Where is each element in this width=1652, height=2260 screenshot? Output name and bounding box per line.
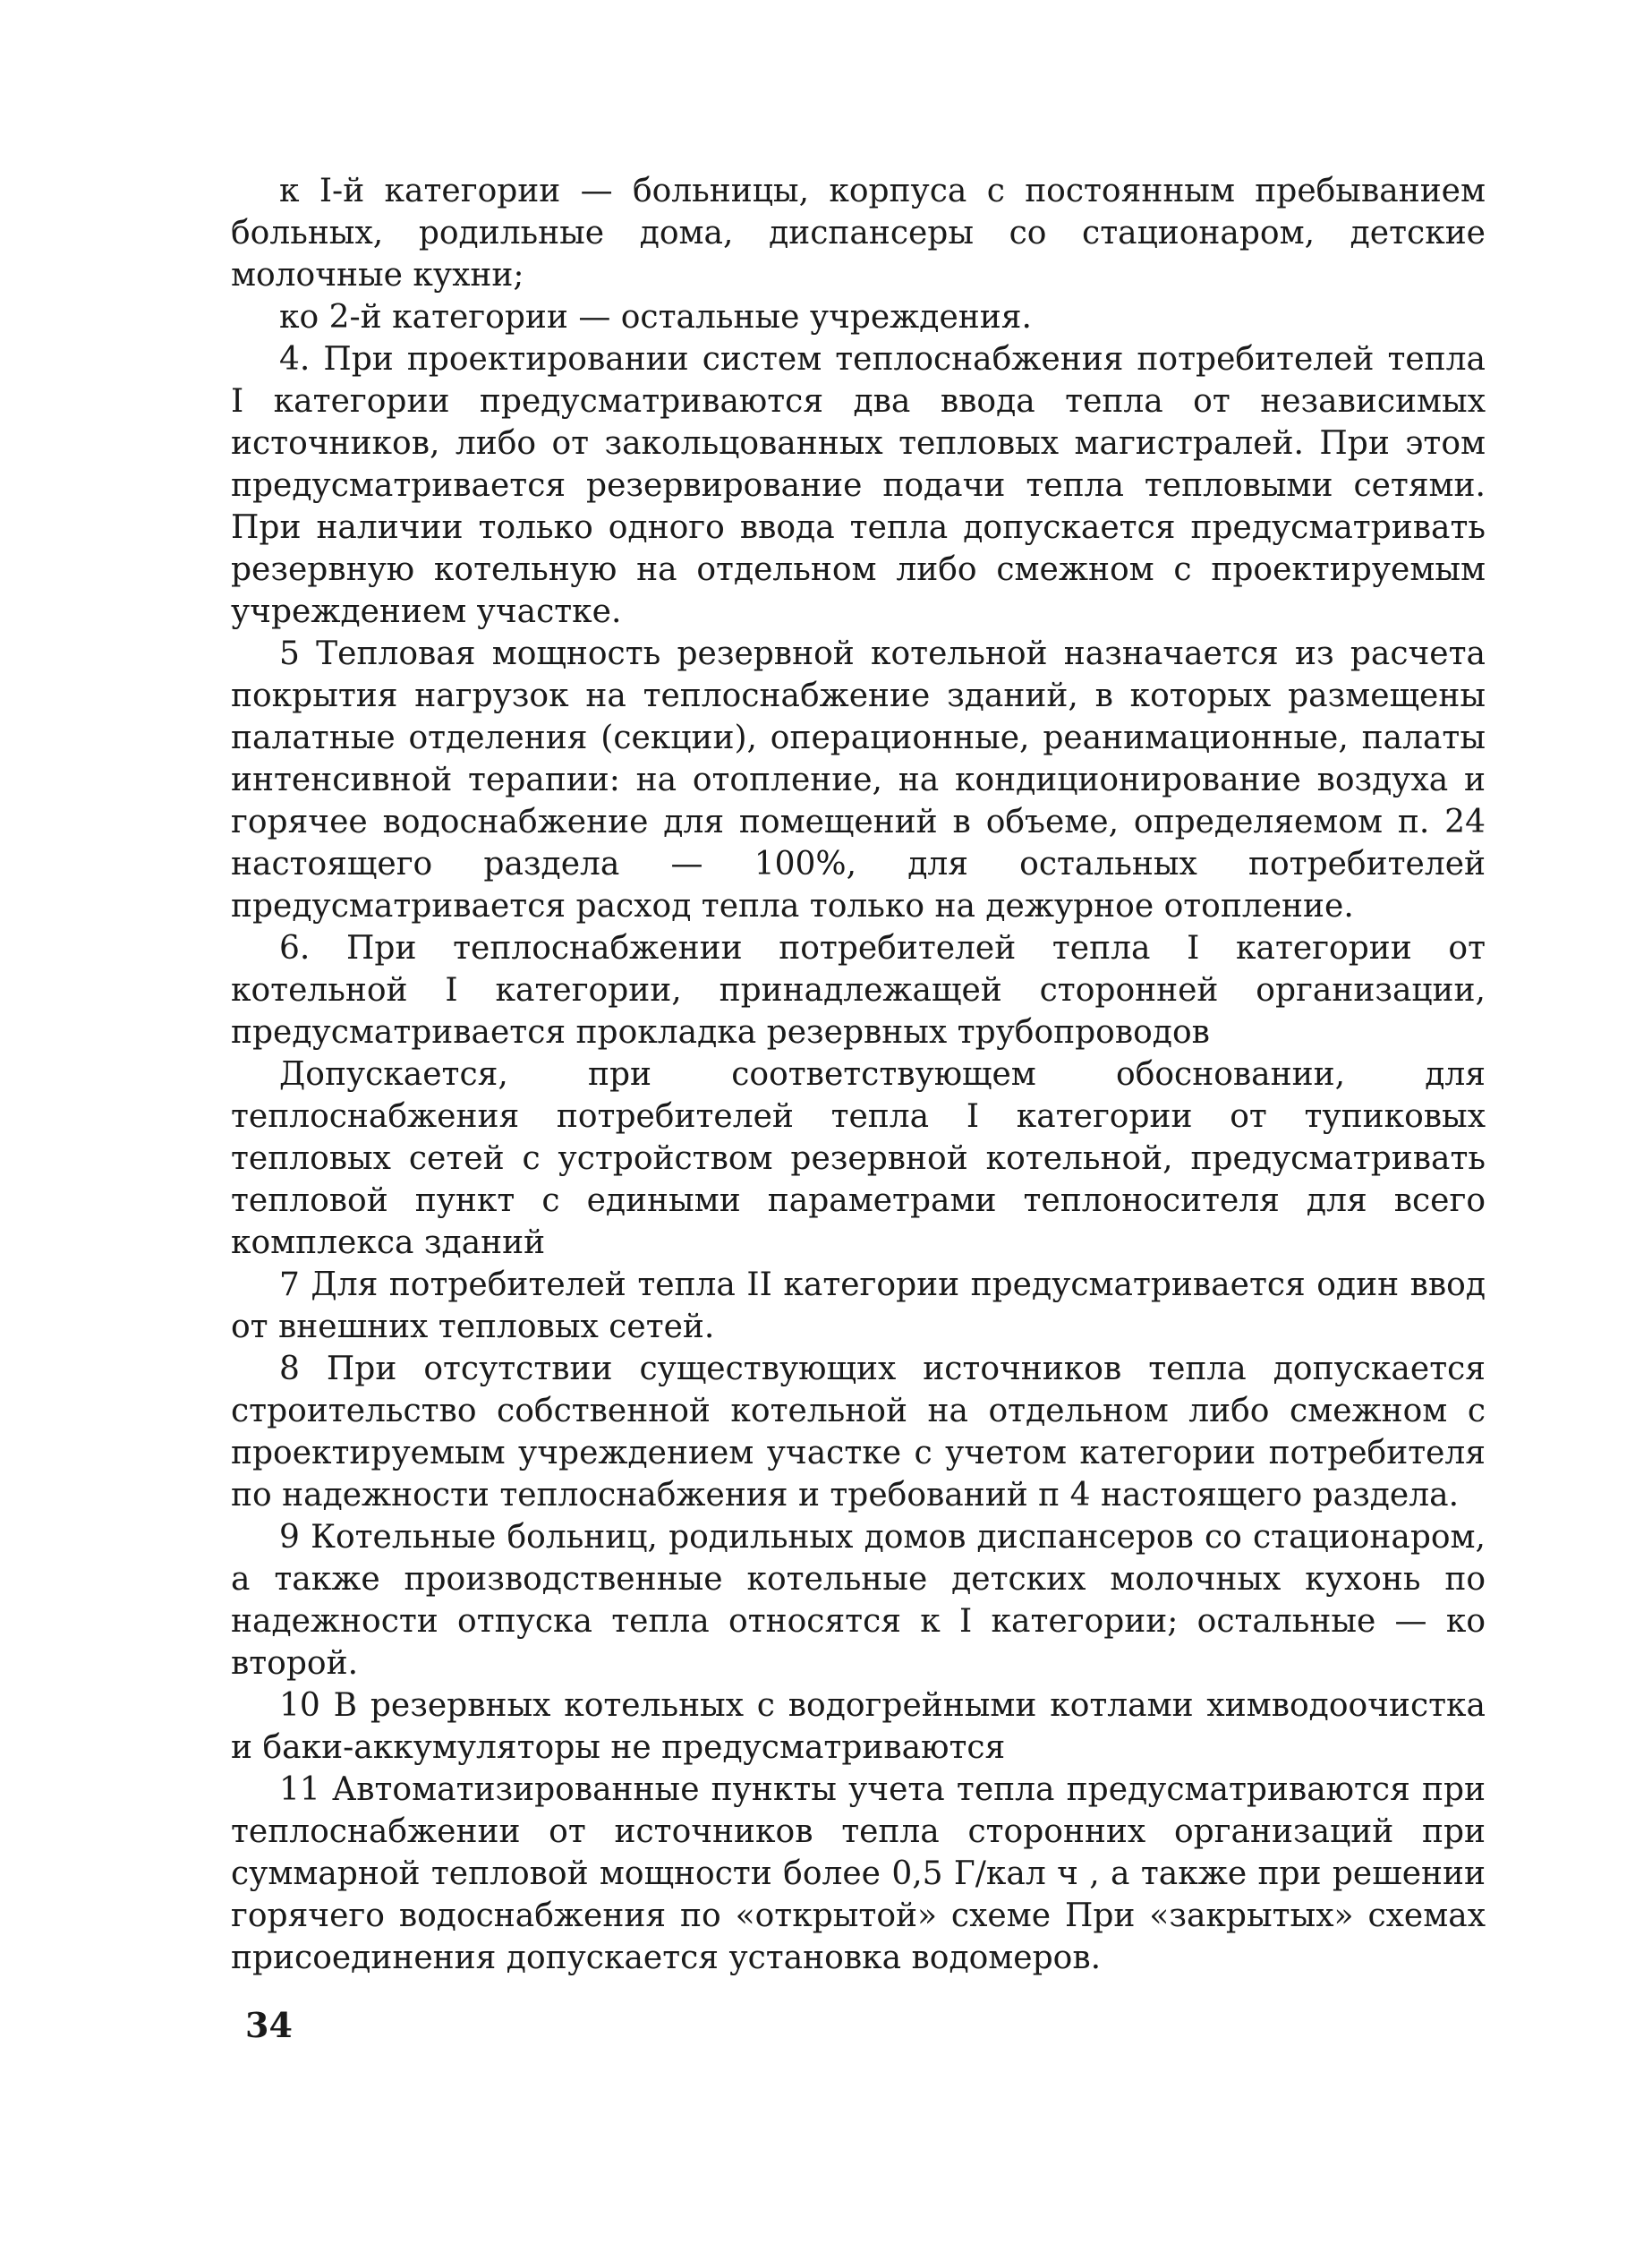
paragraph-category-2: ко 2-й категории — остальные учреждения. bbox=[279, 299, 1032, 336]
paragraph-item-7: 7 Для потребителей тепла II категории предусматривается один ввод от внешних тепловых сетей. bbox=[231, 1266, 1486, 1345]
paragraph-item-6: 6. При теплоснабжении потребителей тепла I категории от котельной I категории, принадлежащей сторонней организации, предусматривается прокладка резервных трубопроводов bbox=[231, 930, 1486, 1051]
paragraph-item-8: 8 При отсутствии существующих источников тепла допускается строительство собственной котельной на отдельном либо смежном с проектируемым учреждением участке с учетом категории потребителя по надежности теплоснабжения и требований п 4 настоящего раздела. bbox=[231, 1351, 1486, 1514]
paragraph-item-9: 9 Котельные больниц, родильных домов диспансеров со стационаром, а также производственные котельные детских молочных кухонь по надежности отпуска тепла относятся к I категории; остальные — ко второй. bbox=[231, 1519, 1486, 1682]
paragraph-item-11: 11 Автоматизированные пункты учета тепла предусматриваются при теплоснабжении от источников тепла сторонних организаций при суммарной тепловой мощности более 0,5 Г/кал ч , а также при решении горячего водоснабжения по «открытой» схеме При «закрытых» схемах присоединения допускается установка водомеров. bbox=[231, 1771, 1486, 1976]
paragraph-category-1: к I-й категории — больницы, корпуса с постоянным пребыванием больных, родильные дома, диспансеры со стационаром, детские молочные кухни; bbox=[231, 173, 1486, 294]
paragraph-item-6-note: Допускается, при соответствующем обосновании, для теплоснабжения потребителей тепла I категории от тупиковых тепловых сетей с устройством резервной котельной, предусматривать тепловой пункт с едиными параметрами теплоносителя для всего комплекса зданий bbox=[231, 1056, 1486, 1261]
paragraph-item-10: 10 В резервных котельных с водогрейными котлами химводоочистка и баки-аккумуляторы не предусматриваются bbox=[231, 1687, 1486, 1766]
page-number: 34 bbox=[245, 2005, 293, 2045]
paragraph-item-4: 4. При проектировании систем теплоснабжения потребителей тепла I категории предусматриваются два ввода тепла от независимых источников, либо от закольцованных тепловых магистралей. При этом предусматривается резервирование подачи тепла тепловыми сетями. При наличии только одного ввода тепла допускается предусматривать резервную котельную на отдельном либо смежном с проектируемым учреждением участке. bbox=[231, 341, 1486, 630]
body-text bbox=[231, 170, 1486, 1979]
paragraph-item-5: 5 Тепловая мощность резервной котельной назначается из расчета покрытия нагрузок на теплоснабжение зданий, в которых размещены палатные отделения (секции), операционные, реанимационные, палаты интенсивной терапии: на отопление, на кондиционирование воздуха и горячее водоснабжение для помещений в объеме, определяемом п. 24 настоящего раздела — 100%, для остальных потребителей предусматривается расход тепла только на дежурное отопление. bbox=[231, 635, 1486, 925]
